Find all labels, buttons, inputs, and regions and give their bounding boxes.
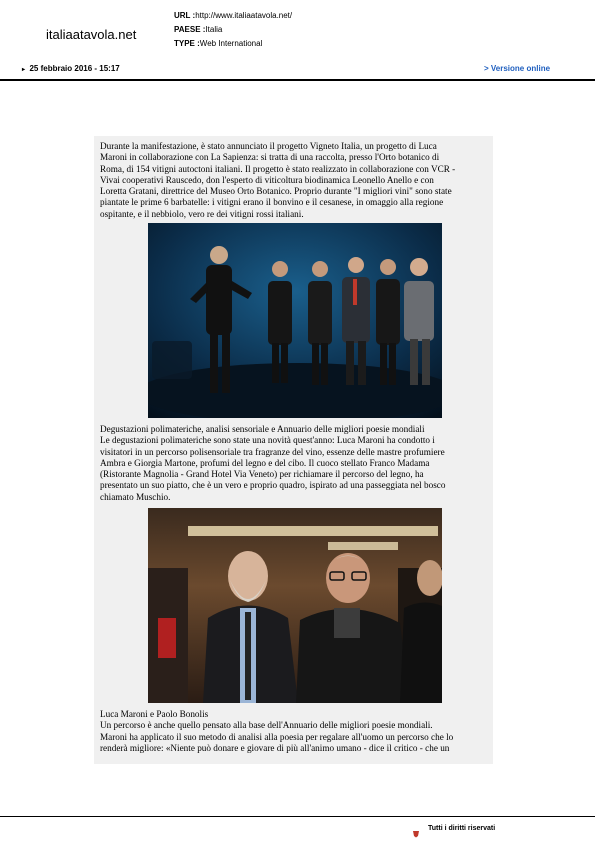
stage-photo [148,223,442,418]
arrow-right-icon: ▸ [22,67,26,73]
type-line [174,39,262,49]
text-line: ospitante, e il nebbiolo, vero re dei vitigni rossi italiani. [100,208,304,219]
text-line: Durante la manifestazione, è stato annunciato il progetto Vigneto Italia, un progetto di Luca [100,141,437,151]
url-value: http://www.italiaatavola.net/ [195,11,293,20]
footer-divider [0,816,595,817]
portrait-photo [148,508,442,703]
text-line: Maroni ha applicato il suo metodo di analisi alla poesia per regalare all'uomo un percorso che lo [100,731,454,742]
header-divider [0,79,595,81]
url-label: URL : [174,11,196,20]
url-line [174,11,292,21]
text-line: Ambra e Giorgia Martone, profumi del legno e del cibo. Il cuoco stellato Franco Madama [100,457,430,468]
text-line: Loretta Gratani, direttrice del Museo Orto Botanico. Proprio durante "I migliori vini" sono state [100,186,452,197]
article-paragraph-3 [100,709,490,754]
country-line [174,25,222,35]
type-value: Web International [199,39,263,48]
text-line: Un percorso è anche quello pensato alla base dell'Annuario delle migliori poesie mondiali. [100,720,433,731]
text-line: presentato un suo piatto, che è un vero e proprio quadro, ispirato ad una passeggiata nel bosco [100,480,446,491]
type-label: TYPE : [174,39,200,48]
dateline [22,64,120,73]
article-paragraph-1 [100,141,490,220]
text-line: (Ristorante Magnolia - Grand Hotel Via Veneto) per richiamare il percorso del legno, ha [100,469,424,480]
article-paragraph-2 [100,424,490,503]
text-line: Le degustazioni polimateriche sono state una novità quest'anno: Luca Maroni ha condotto i [100,435,435,446]
country-value: Italia [205,25,223,34]
text-line: chiamato Muschio. [100,491,171,502]
text-line: Degustazioni polimateriche, analisi sensoriale e Annuario delle migliori poesie mondiali [100,424,425,434]
text-line: Roma, di 154 vitigni autoctoni italiani. Il progetto è stato realizzato in collaborazione con VCR - [100,163,456,174]
text-line: Vivai cooperativi Rauscedo, don l'esperto di viticoltura biodinamica Leonello Anello e con [100,174,434,185]
footer-logo-icon [412,825,420,833]
online-version-link[interactable]: > Versione online [484,64,551,73]
country-label: PAESE : [174,25,206,34]
date-text: 25 febbraio 2016 - 15:17 [29,64,120,73]
text-line: renderà migliore: «Niente può donare e giovare di più all'animo umano - dice il critico - che un [100,742,450,753]
text-line: visitatori in un percorso polisensoriale tra fragranze del vino, essenze delle mastre profumiere [100,446,445,457]
site-name: italiaatavola.net [46,27,137,42]
text-line: piantate le prime 6 barbatelle: i vitigni erano il bonvino e il cesanese, in omaggio alla regione [100,197,444,208]
photo-caption: Luca Maroni e Paolo Bonolis [100,709,209,719]
text-line: Maroni in collaborazione con La Sapienza: si tratta di una raccolta, presso l'Orto botanico di [100,152,440,163]
copyright-text: Tutti i diritti riservati [428,825,496,832]
